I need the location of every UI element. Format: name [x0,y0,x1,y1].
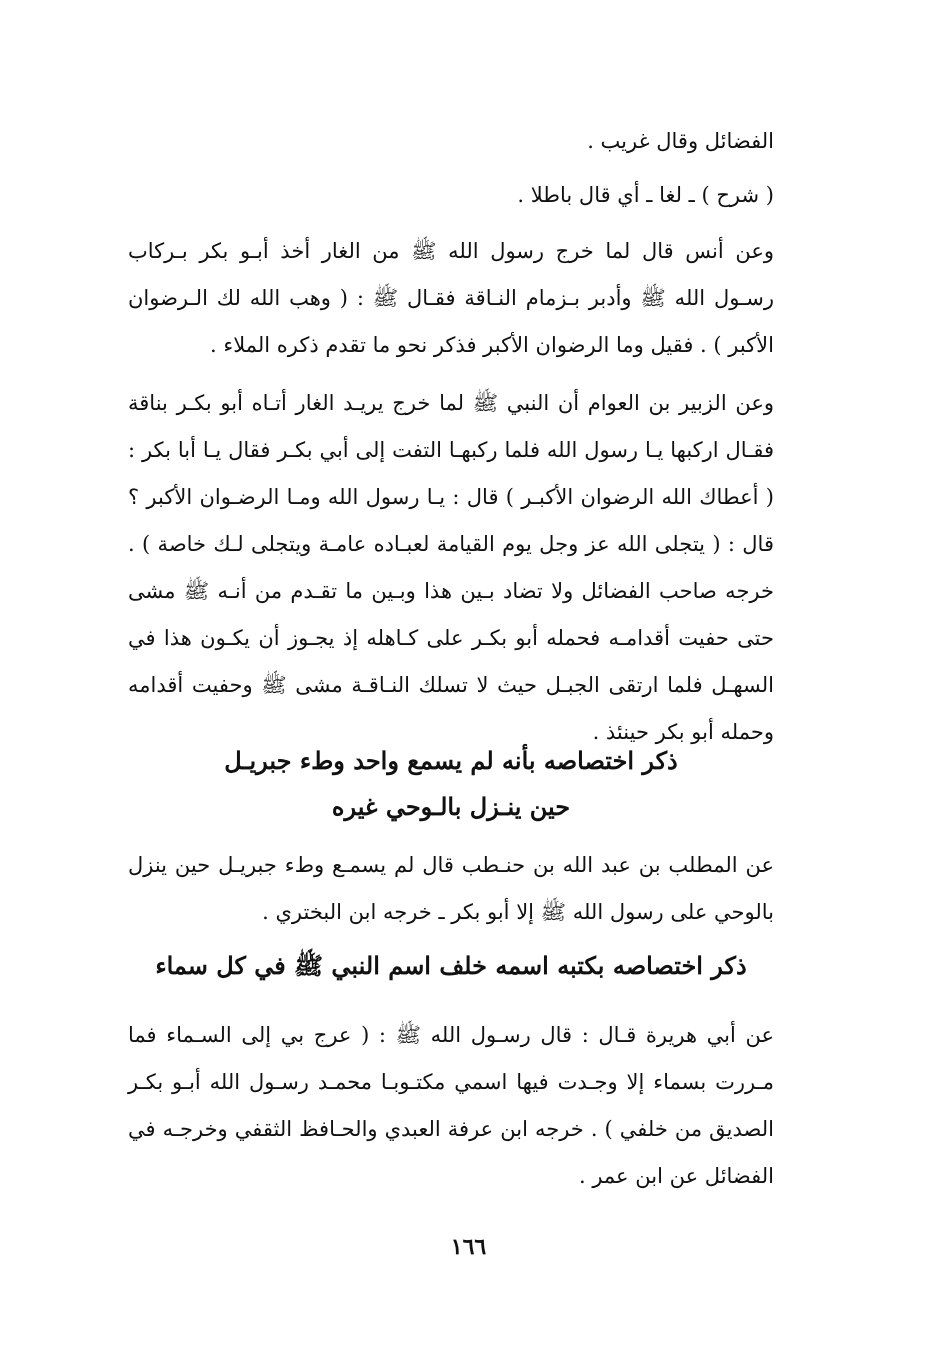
section-heading-jibril [128,738,774,830]
paragraph-continuation: الفضائل وقال غريب . [587,129,774,153]
section-heading-jibril-line1: ذكر اختصاصه بأنه لم يسمع واحد وطء جبريـل [224,746,678,775]
page-number: ١٦٦ [450,1234,487,1260]
paragraph-gloss: ( شرح ) ـ لغا ـ أي قال باطلا . [517,183,774,207]
paragraph-abu-hurayra: عن أبي هريرة قـال : قال رسـول الله ﷺ : ( عرج بي إلى السـماء فما مـررت بسماء إلا وجـدت فيها اسمي مكتـوبـا محمـد رسـول الله أبـو بكـر الصديق من خلفي ) . خرجه ابن عرفة العبدي والحـافظ الثقفي وخرجـه في الفضائل عن ابن عمر . [128,1023,774,1188]
paragraph-zubair: وعن الزبير بن العوام أن النبي ﷺ لما خرج يريـد الغار أتـاه أبو بكـر بناقة فقـال اركبها يـا رسول الله فلما ركبهـا التفت إلى أبي بكـر فقال يـا أبا بكر : ( أعطاك الله الرضوان الأكبـر ) قال : يـا رسول الله ومـا الرضـوان الأكبر ؟ قال : ( يتجلى الله عز وجل يوم القيامة لعبـاده عامـة ويتجلى لـك خاصة ) . خرجه صاحب الفضائل ولا تضاد بـين هذا وبـين ما تقـدم من أنـه ﷺ مشى حتى حفيت أقدامـه فحمله أبو بكـر على كـاهله إذ يجـوز أن يكـون هذا في السهـل فلما ارتقى الجبـل حيث لا تسلك النـاقـة مشى ﷺ وحفيت أقدامه وحمله أبو بكر حينئذ . [128,391,774,744]
section-heading-jibril-line2: حين ينـزل بالـوحي غيره [331,792,571,821]
paragraph-anas: وعن أنس قال لما خرج رسول الله ﷺ من الغار أخذ أبـو بكر بـركاب رسـول الله ﷺ وأدبر بـزمام النـاقة فقـال ﷺ : ( وهب الله لك الـرضوان الأكبر ) . فقيل وما الرضوان الأكبر فذكر نحو ما تقدم ذكره الملاء . [128,239,774,357]
paragraph-muttalib: عن المطلب بن عبد الله بن حنـطب قال لم يسمـع وطء جبريـل حين ينزل بالوحي على رسول الله ﷺ إلا أبو بكر ـ خرجه ابن البختري . [128,853,774,924]
section-heading-name: ذكر اختصاصه بكتبه اسمه خلف اسم النبي ﷺ في كل سماء [155,951,747,980]
